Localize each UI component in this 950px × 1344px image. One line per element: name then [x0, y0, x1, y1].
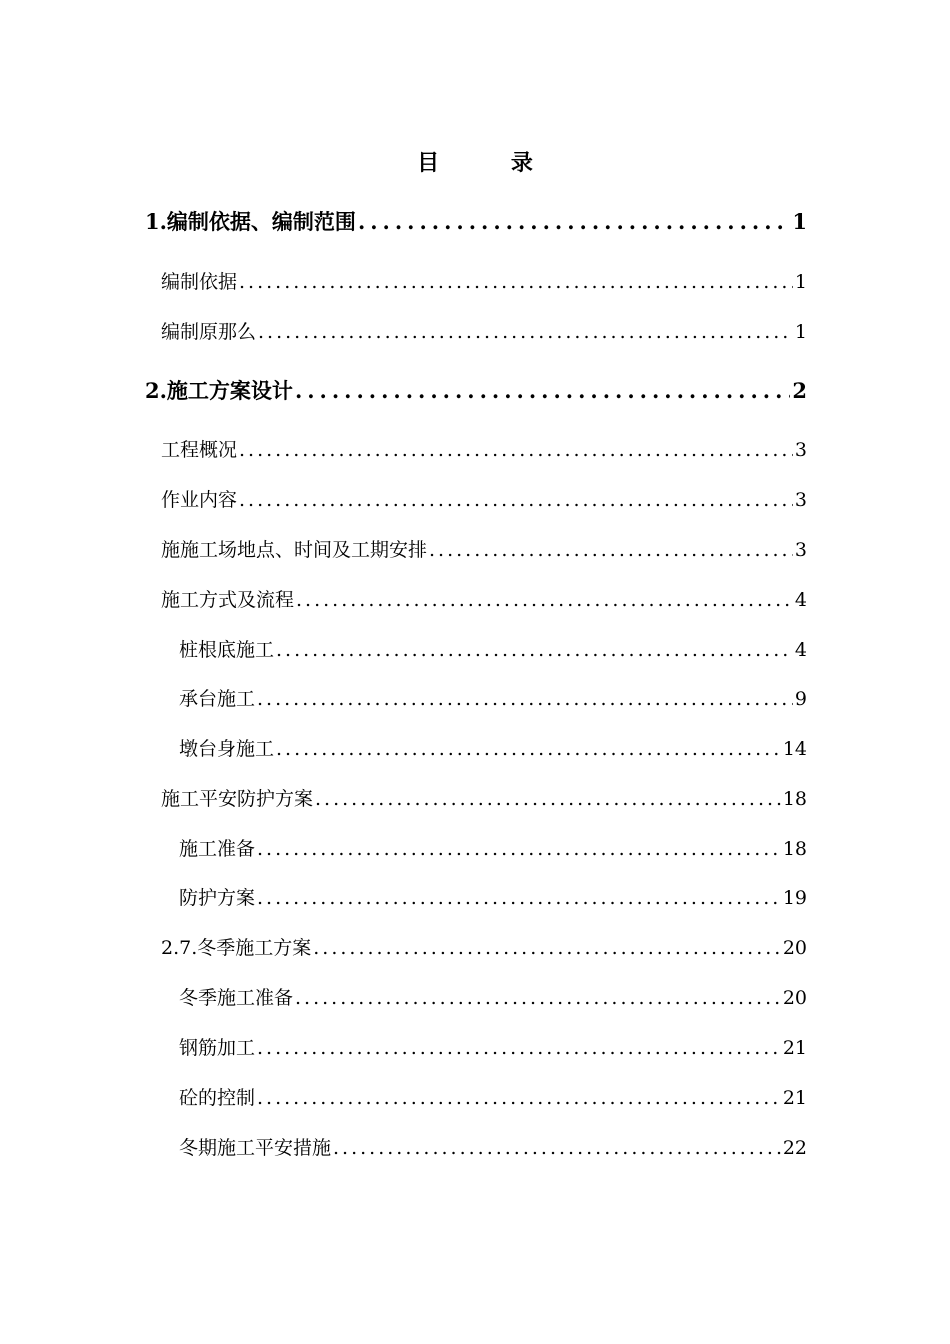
toc-entry[interactable]	[145, 206, 807, 236]
toc-page-number: 1	[794, 271, 807, 293]
toc-entry-text: 作业内容	[161, 489, 238, 511]
toc-entry[interactable]	[179, 834, 807, 861]
toc-page-number: 2	[792, 378, 807, 403]
toc-entry[interactable]	[179, 1083, 807, 1110]
toc-entry-text: 墩台身施工	[179, 738, 275, 760]
toc-leader-dots	[257, 1037, 781, 1059]
toc-entry-text: 施工平安防护方案	[161, 788, 314, 810]
toc-leader-dots	[257, 688, 793, 710]
toc-leader-dots	[358, 209, 790, 234]
toc-leader-dots	[239, 439, 793, 461]
toc-page-number: 22	[782, 1137, 807, 1159]
toc-leader-dots	[429, 539, 793, 561]
toc-entry[interactable]	[161, 535, 807, 562]
toc-page-number: 3	[794, 489, 807, 511]
toc-page-number: 3	[794, 439, 807, 461]
toc-entry[interactable]	[161, 435, 807, 462]
toc-entry[interactable]	[161, 585, 807, 612]
toc-entry-text: 工程概况	[161, 439, 238, 461]
toc-leader-dots	[296, 589, 793, 611]
toc-entry-text: 施工准备	[179, 838, 256, 860]
toc-entry[interactable]	[179, 883, 807, 910]
toc-entry-text: 编制依据	[161, 271, 238, 293]
toc-entry-text: 冬季施工准备	[179, 987, 294, 1009]
toc-leader-dots	[315, 788, 781, 810]
toc-entry[interactable]	[161, 933, 807, 960]
toc-entry[interactable]	[161, 784, 807, 811]
toc-entry-text: 施工方式及流程	[161, 589, 295, 611]
toc-page-number: 20	[782, 937, 807, 959]
toc-leader-dots	[276, 639, 793, 661]
toc-title: 目 录	[417, 150, 565, 176]
toc-page-number: 21	[782, 1087, 807, 1109]
toc-entry-text: 施施工场地点、时间及工期安排	[161, 539, 428, 561]
toc-entry-text: 承台施工	[179, 688, 256, 710]
toc-leader-dots	[276, 738, 781, 760]
toc-page-number: 21	[782, 1037, 807, 1059]
toc-page-number: 4	[794, 639, 807, 661]
toc-page-number: 20	[782, 987, 807, 1009]
toc-entry[interactable]	[161, 317, 807, 344]
toc-page-number: 18	[782, 838, 807, 860]
toc-entry[interactable]	[145, 375, 807, 405]
toc-entry-text: 1.编制依据、编制范围	[145, 209, 356, 234]
toc-entry[interactable]	[179, 983, 807, 1010]
toc-page-number: 1	[794, 321, 807, 343]
toc-leader-dots	[257, 1087, 781, 1109]
toc-leader-dots	[313, 937, 781, 959]
toc-leader-dots	[333, 1137, 781, 1159]
toc-leader-dots	[239, 489, 793, 511]
toc-page-number: 19	[782, 887, 807, 909]
toc-leader-dots	[257, 887, 781, 909]
toc-entry[interactable]	[179, 1033, 807, 1060]
toc-entry-text: 砼的控制	[179, 1087, 256, 1109]
toc-entry-text: 桩根底施工	[179, 639, 275, 661]
toc-entry-text: 防护方案	[179, 887, 256, 909]
toc-page-number: 4	[794, 589, 807, 611]
toc-leader-dots	[239, 271, 793, 293]
toc-entry[interactable]	[161, 485, 807, 512]
toc-entry-text: 2.施工方案设计	[145, 378, 293, 403]
toc-entry-text: 冬期施工平安措施	[179, 1137, 332, 1159]
toc-entry-text: 2.7.冬季施工方案	[161, 937, 312, 959]
toc-entry[interactable]	[161, 267, 807, 294]
toc-leader-dots	[258, 321, 793, 343]
toc-leader-dots	[295, 378, 790, 403]
toc-leader-dots	[257, 838, 781, 860]
toc-entry[interactable]	[179, 734, 807, 761]
toc-entry-text: 钢筋加工	[179, 1037, 256, 1059]
toc-page-number: 14	[782, 738, 807, 760]
toc-page-number: 9	[794, 688, 807, 710]
toc-entry[interactable]	[179, 1133, 807, 1160]
toc-page-number: 3	[794, 539, 807, 561]
toc-entry-text: 编制原那么	[161, 321, 257, 343]
toc-entry[interactable]	[179, 684, 807, 711]
toc-entry[interactable]	[179, 635, 807, 662]
toc-leader-dots	[295, 987, 781, 1009]
toc-page-number: 1	[792, 209, 807, 234]
toc-page-number: 18	[782, 788, 807, 810]
